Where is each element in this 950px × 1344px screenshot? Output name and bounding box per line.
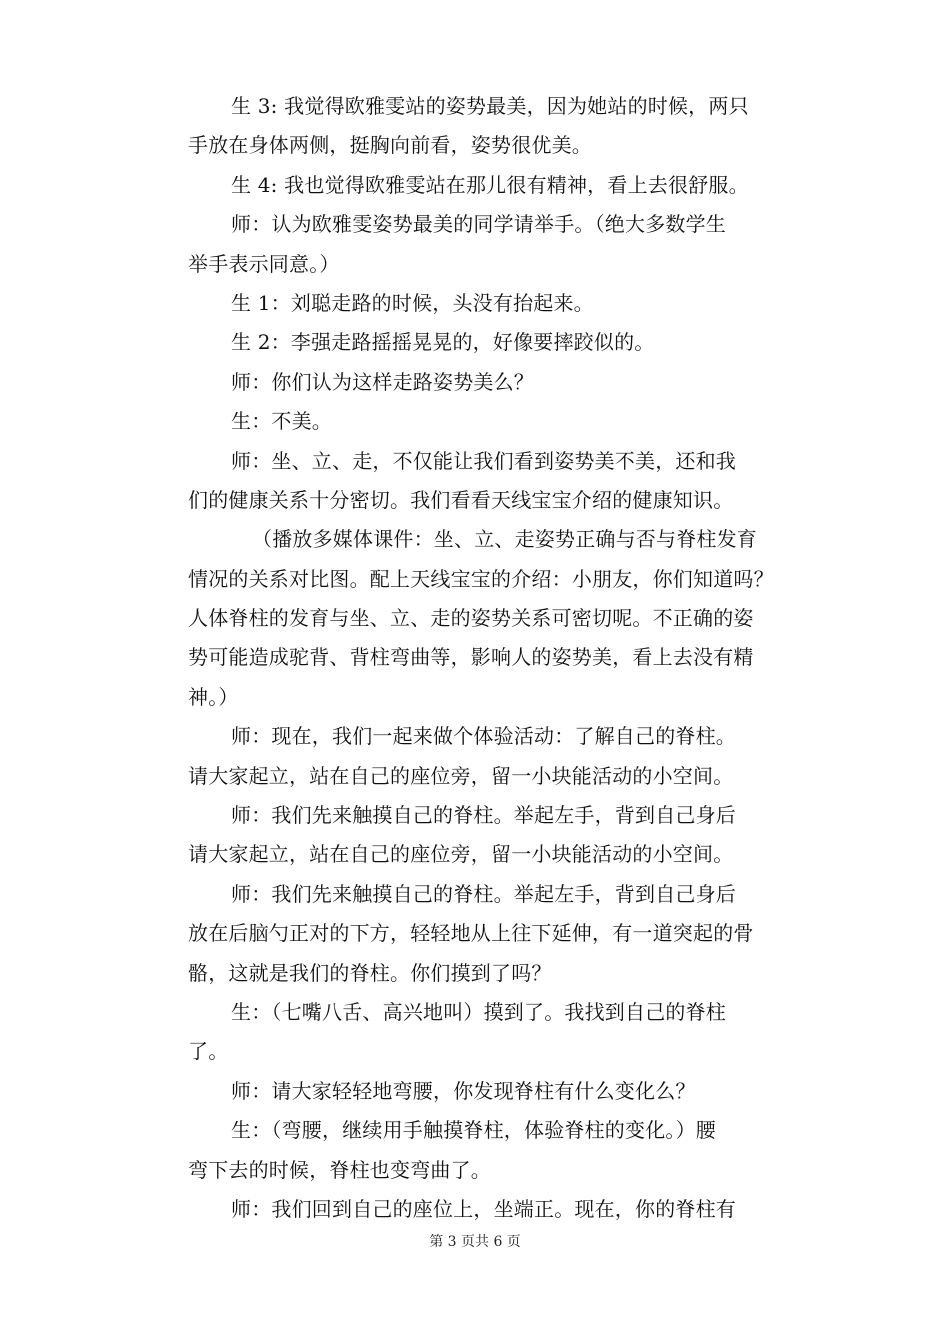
- text-line: 生 4: 我也觉得欧雅雯站在那儿很有精神，看上去很舒服。: [231, 172, 749, 197]
- text-line: 请大家起立，站在自己的座位旁，留一小块能活动的小空间。: [188, 763, 734, 788]
- text-line: 生 2：李强走路摇摇晃晃的，好像要摔跤似的。: [231, 330, 655, 355]
- text-line: 神。）: [188, 684, 239, 709]
- text-line: 请大家起立，站在自己的座位旁，留一小块能活动的小空间。: [188, 842, 734, 867]
- text-line: 师：我们先来触摸自己的脊柱。举起左手，背到自己身后: [231, 803, 736, 828]
- text-line: 骼，这就是我们的脊柱。你们摸到了吗？: [188, 960, 552, 985]
- text-line: 生：（弯腰，继续用手触摸脊柱，体验脊柱的变化。）腰: [231, 1118, 716, 1143]
- text-line: 师：坐、立、走，不仅能让我们看到姿势美不美，还和我: [231, 448, 736, 473]
- text-line: 举手表示同意。）: [188, 251, 340, 276]
- text-line: 师：我们回到自己的座位上，坐端正。现在，你的脊柱有: [231, 1196, 736, 1221]
- text-line: 师：认为欧雅雯姿势最美的同学请举手。（绝大多数学生: [231, 212, 726, 237]
- text-line: 生 3: 我觉得欧雅雯站的姿势最美，因为她站的时候，两只: [231, 94, 749, 118]
- text-line: 们的健康关系十分密切。我们看看天线宝宝介绍的健康知识。: [188, 487, 734, 512]
- text-line: 放在后脑勺正对的下方，轻轻地从上往下延伸，有一道突起的骨: [188, 921, 754, 946]
- text-line: 师：你们认为这样走路姿势美么？: [231, 369, 534, 394]
- text-line: 情况的关系对比图。配上天线宝宝的介绍：小朋友，你们知道吗？: [188, 566, 774, 591]
- text-line: 势可能造成驼背、背柱弯曲等，影响人的姿势美，看上去没有精: [188, 645, 754, 670]
- text-line: 手放在身体两侧，挺胸向前看，姿势很优美。: [188, 133, 592, 158]
- text-line: （播放多媒体课件：坐、立、走姿势正确与否与脊柱发育: [252, 527, 757, 552]
- text-line: 师：现在，我们一起来做个体验活动：了解自己的脊柱。: [231, 724, 736, 749]
- text-line: 师：我们先来触摸自己的脊柱。举起左手，背到自己身后: [231, 881, 736, 906]
- page-number-footer: 第 3 页共 6 页: [429, 1234, 521, 1250]
- text-line: 弯下去的时候，脊柱也变弯曲了。: [188, 1157, 491, 1182]
- text-line: 师：请大家轻轻地弯腰，你发现脊柱有什么变化么？: [231, 1078, 696, 1103]
- text-line: 生 1：刘聪走路的时候，头没有抬起来。: [231, 290, 594, 315]
- text-line: 人体脊柱的发育与坐、立、走的姿势关系可密切呢。不正确的姿: [188, 606, 754, 631]
- text-line: 生：不美。: [231, 409, 332, 434]
- text-line: 了。: [188, 1039, 229, 1064]
- document-body: [188, 96, 824, 1238]
- text-line: 生：（七嘴八舌、高兴地叫）摸到了。我找到自己的脊柱: [231, 999, 726, 1024]
